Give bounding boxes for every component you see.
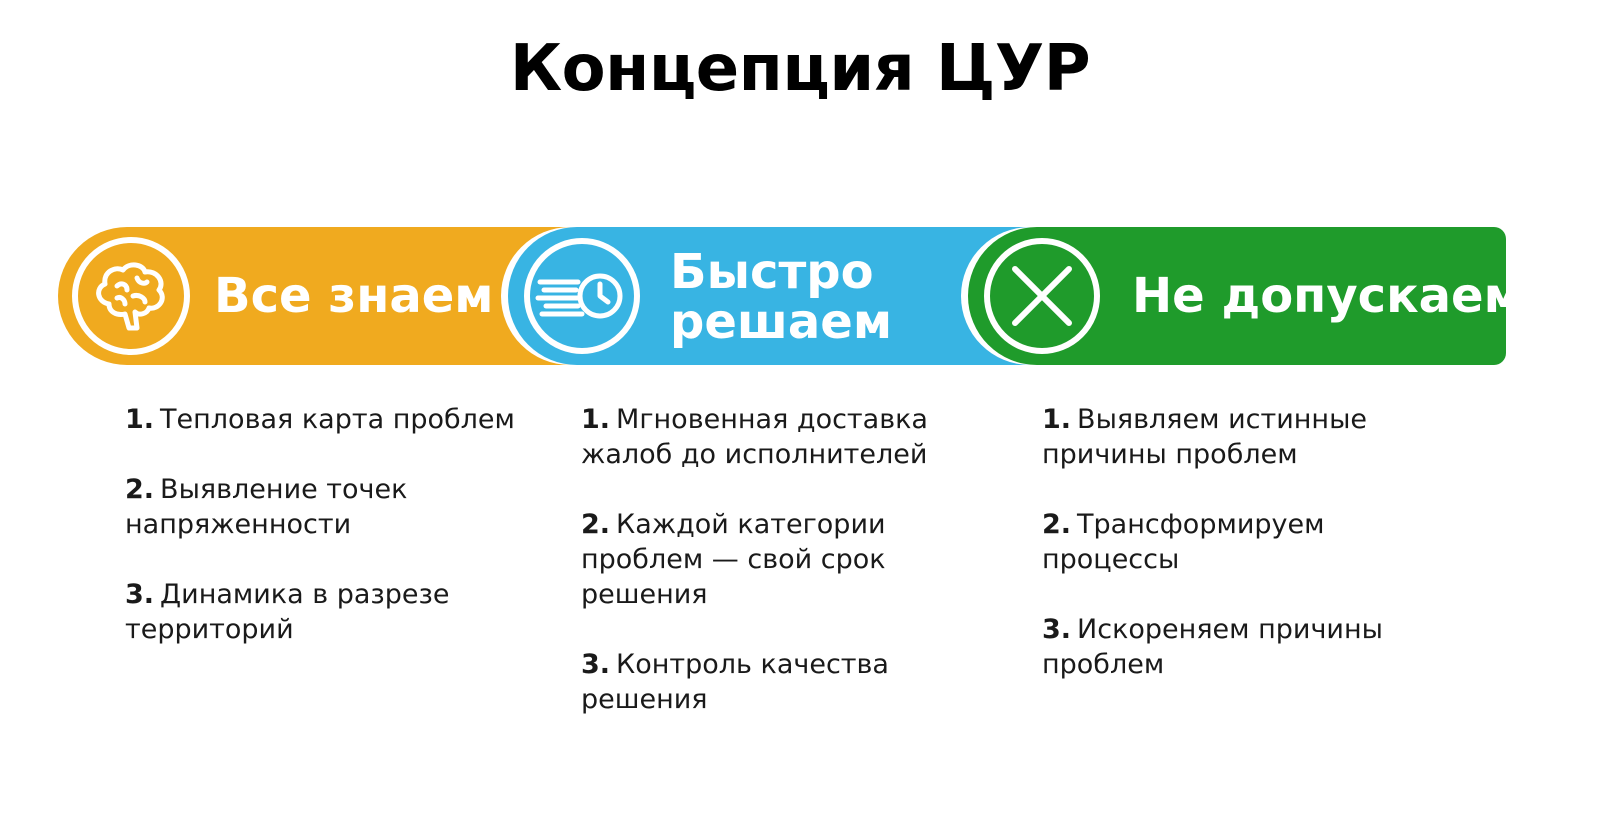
band-know-all (58, 227, 578, 365)
band-label-solve-fast (670, 244, 893, 350)
item-number: 2. (1042, 509, 1072, 540)
list-item (581, 402, 931, 472)
item-text: Выявление точек напряженности (125, 474, 408, 540)
list-prevent (1042, 402, 1402, 717)
list-item (581, 647, 931, 717)
list-item (1042, 507, 1402, 577)
list-item (125, 472, 545, 542)
item-text: Каждой категории проблем — свой срок решения (581, 509, 886, 610)
cross-icon (1007, 261, 1077, 331)
list-item (1042, 612, 1402, 682)
list-item (581, 507, 931, 612)
fast-clock-icon (534, 256, 630, 336)
band-label-line: Быстро (670, 244, 874, 300)
band-label-know-all (214, 268, 494, 324)
item-number: 1. (581, 404, 611, 435)
brain-icon-circle (72, 237, 190, 355)
cross-icon-circle (984, 238, 1100, 354)
item-text: Динамика в разрезе территорий (125, 579, 450, 645)
item-text: Трансформируем процессы (1042, 509, 1325, 575)
item-text: Мгновенная доставка жалоб до исполнителей (581, 404, 928, 470)
brain-icon (87, 252, 175, 340)
list-item (125, 402, 545, 437)
list-item (1042, 402, 1402, 472)
band-label-line: Не допускаем (1132, 268, 1523, 324)
list-solve-fast (581, 402, 931, 752)
list-item (125, 577, 545, 647)
band-label-line: Все знаем (214, 268, 494, 324)
item-number: 3. (125, 579, 155, 610)
item-text: Выявляем истинные причины проблем (1042, 404, 1368, 470)
fast-clock-icon-circle (524, 238, 640, 354)
list-know-all (125, 402, 545, 682)
item-number: 2. (581, 509, 611, 540)
item-number: 1. (125, 404, 155, 435)
band-solve-fast (508, 227, 1038, 365)
item-number: 3. (1042, 614, 1072, 645)
band-label-prevent (1132, 268, 1523, 324)
item-text: Тепловая карта проблем (160, 404, 515, 435)
page-title: Концепция ЦУР (509, 32, 1091, 106)
item-number: 1. (1042, 404, 1072, 435)
item-number: 3. (581, 649, 611, 680)
band-prevent (968, 227, 1523, 365)
item-text: Искореняем причины проблем (1042, 614, 1383, 680)
band-label-line: решаем (670, 294, 893, 350)
item-number: 2. (125, 474, 155, 505)
item-text: Контроль качества решения (581, 649, 889, 715)
